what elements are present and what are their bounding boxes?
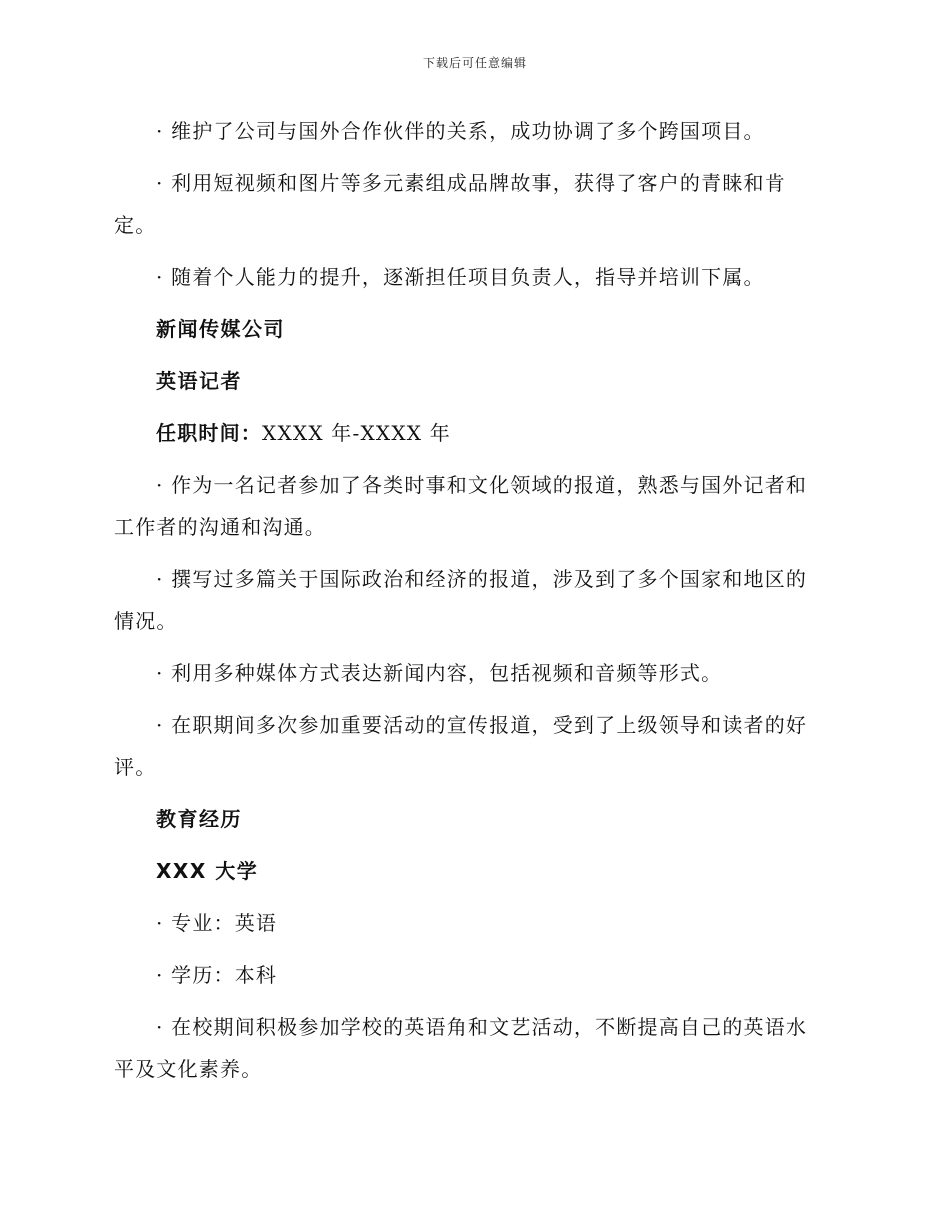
tenure-line xyxy=(114,412,824,454)
bullet-paragraph: · 利用多种媒体方式表达新闻内容，包括视频和音频等形式。 xyxy=(156,661,723,685)
education-heading: 教育经历 xyxy=(156,807,242,831)
bullet-paragraph: · 撰写过多篇关于国际政治和经济的报道，涉及到了多个国家和地区的情况。 xyxy=(114,567,808,633)
bullet-paragraph: · 在职期间多次参加重要活动的宣传报道，受到了上级领导和读者的好评。 xyxy=(114,713,808,779)
company-heading: 新闻传媒公司 xyxy=(156,317,285,341)
bullet-paragraph: · 利用短视频和图片等多元素组成品牌故事，获得了客户的青睐和肯定。 xyxy=(114,171,786,237)
bullet-paragraph: · 在校期间积极参加学校的英语角和文艺活动，不断提高自己的英语水平及文化素养。 xyxy=(114,1015,808,1081)
position-heading: 英语记者 xyxy=(156,369,242,393)
degree-line: · 学历：本科 xyxy=(156,963,278,987)
bullet-paragraph: · 维护了公司与国外合作伙伴的关系，成功协调了多个跨国项目。 xyxy=(156,119,765,143)
bullet-paragraph: · 作为一名记者参加了各类时事和文化领域的报道，熟悉与国外记者和工作者的沟通和沟通。 xyxy=(114,473,808,539)
page-header: 下载后可任意编辑 xyxy=(422,56,527,70)
major-line: · 专业：英语 xyxy=(156,911,278,935)
university-heading: XXX 大学 xyxy=(156,859,259,883)
document-body xyxy=(114,110,824,1100)
tenure-label: 任职时间： xyxy=(156,421,262,445)
tenure-value: XXXX 年-XXXX 年 xyxy=(262,421,451,445)
bullet-paragraph: · 随着个人能力的提升，逐渐担任项目负责人，指导并培训下属。 xyxy=(156,265,765,289)
